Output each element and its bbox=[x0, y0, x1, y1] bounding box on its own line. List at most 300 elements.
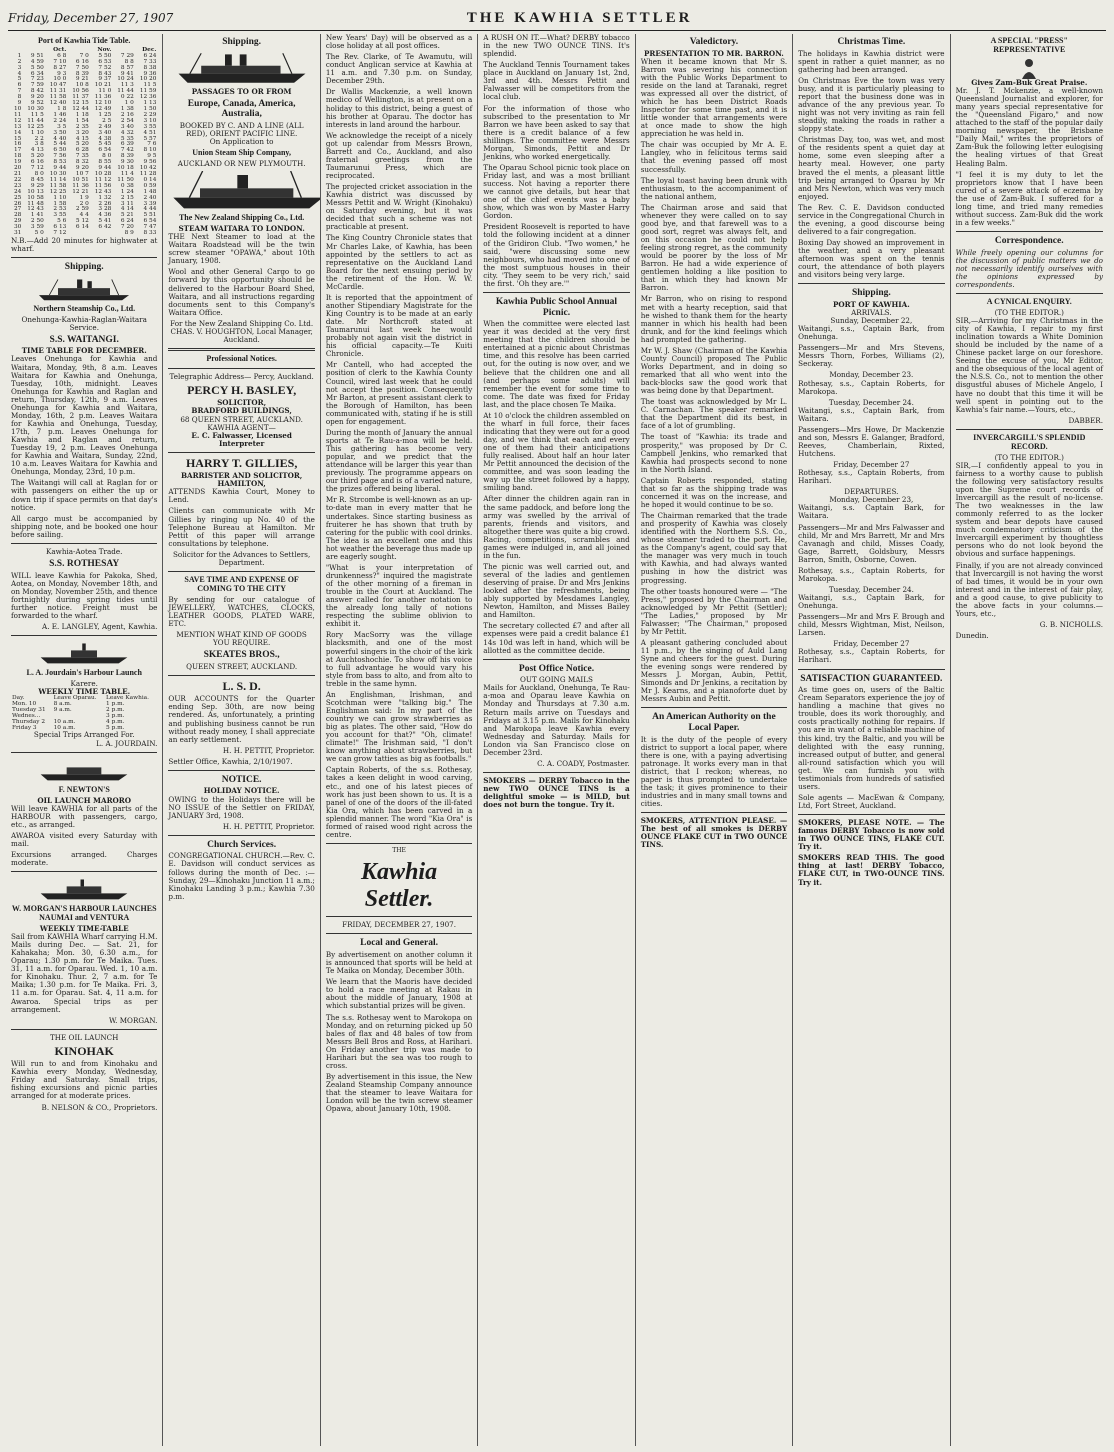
tide-cell: 2 35 bbox=[75, 123, 89, 130]
tide-cell: 21 bbox=[13, 170, 22, 177]
steamer-icon bbox=[168, 171, 320, 211]
col5-para-12: A pleasant gathering concluded about 11 p.m., by the singing of Auld Lang Syne and cheers for the guest. During the evening songs were rendered by Messrs J. Morgan, Aubin, Pettit, Simonds and Dr Jenkins, a recitation by Mr J. Kearns, and a pianoforte duet by Messrs Aubin and Pettit. bbox=[640, 637, 788, 704]
tide-cell: 5 20 bbox=[75, 141, 89, 148]
shipping-heading-6: Shipping. bbox=[851, 288, 891, 299]
departures-heading: DEPARTURES. bbox=[844, 487, 899, 497]
lsd-text: OUR ACCOUNTS for the Quarter ending Sep. 30th, are now being rendered. As, unfortunately, a printing and publishing business cannot be run without ready money, I shall appreciate an early settlement. bbox=[168, 694, 315, 744]
apply-text: On Application to bbox=[209, 137, 274, 147]
col5-para-3: The loyal toast having been drunk with enthusiasm, to the accompaniment of the national anthem, bbox=[640, 175, 788, 201]
morgan-launch-icon bbox=[32, 876, 136, 902]
arr-3: Waitangi, s.s., Captain Bark, from Waitara. bbox=[798, 405, 945, 423]
col6-para-6: As time goes on, users of the Baltic Cream Separators experience the joy of handling a machine that gives no trouble, does its work thoroughly, and costs practically nothing for repairs. If you are in want of a reliable machine of this kind, try the Baltic, and you will be delighted with the easy running, increased output of butter, and general all-round satisfaction which you will get. We can furnish you with testimonials from hundreds of satisfied users. bbox=[798, 685, 945, 791]
nss-name: Northern Steamship Co., Ltd. bbox=[33, 303, 136, 313]
col7-para-3: SIR,—Arriving for my Christmas in the city of Kawhia, I repair to my first inclination towards a White Dominion should be included by the name of a Chinese packet large on our foreshore. Seeing the excuse of you, Mr Editor, and the obsequious of the local agent of the N.S.S. Co., not to mention the other disgustful abuses of Michele Angelo, I have no doubt that this time it will be well spent in pointing out to the Kawhia's fair name.—Yours, etc., bbox=[955, 315, 1103, 414]
excursions-note: Excursions arranged. Charges moderate. bbox=[11, 849, 158, 867]
special-press-sub: Gives Zam-Buk Great Praise. bbox=[971, 77, 1088, 87]
professional-notices-heading: Professional Notices. bbox=[206, 353, 277, 363]
tide-cell: 3 50 bbox=[53, 129, 67, 136]
tide-cell: 2 2 bbox=[34, 135, 44, 142]
tide-cell: 5 45 bbox=[98, 141, 112, 148]
valedictory-heading: Valedictory. bbox=[689, 37, 739, 47]
special-press-heading: A SPECIAL "PRESS" REPRESENTATIVE bbox=[990, 36, 1068, 54]
nameplate-prefix: THE bbox=[392, 846, 406, 854]
col3-para-17: The s.s. Rothesay went to Marokopa on Monday, and on returning picked up 50 bales of flax and 48 bales of tow from Messrs Bell Bros and Ross, at Harihari. On Friday another trip was made to Harihari but the sea was too rough to cross. bbox=[325, 1012, 473, 1070]
settler-office: Settler Office, Kawhia, 2/10/1907. bbox=[168, 756, 293, 766]
tide-cell: 11 12 bbox=[94, 176, 112, 183]
tide-cell: 12 25 bbox=[49, 188, 67, 195]
tide-cell: 11 37 bbox=[72, 94, 89, 101]
tide-cell: 12 25 bbox=[27, 123, 44, 130]
gillies-telephone-note: Clients can communicate with Mr Gillies by ringing up No. 40 of the Telephone Bureau at Hamilton. Mr Pettit of this paper will arrange consultations by telephone. bbox=[168, 506, 315, 548]
liner-icon bbox=[174, 51, 310, 85]
tide-cell: 10 28 bbox=[94, 170, 112, 177]
tide-cell: 11 56 bbox=[94, 182, 112, 189]
tide-cell: 10 20 bbox=[139, 76, 157, 83]
tide-cell: 1 bbox=[17, 52, 22, 59]
tide-cell: 7 33 bbox=[143, 58, 157, 65]
tide-cell: 3 8 bbox=[34, 141, 44, 148]
tide-cell: 9 21 bbox=[75, 76, 89, 83]
tide-cell: 2 26 bbox=[98, 200, 112, 207]
col5-para-13: It is the duty of the people of every district to support a local paper, where there is one, with a paying advertising patronage. It works every man in that district, that I reckon; whereas, no paper is thus prompted to undertake the task; it gives prominence to their industries and in many small towns and cities. bbox=[640, 734, 788, 809]
col3-para-10: Mr R. Strcombe is well-known as an up-to-date man in every matter that he undertakes. Since starting business as fruiterer he has shown that truth by catering for the public with cool drinks. The idea is an excellent one and this hot weather the beverage thus made up are eagerly sought. bbox=[325, 495, 473, 561]
tide-cell: 5 50 bbox=[30, 64, 44, 71]
masthead bbox=[8, 6, 1106, 31]
col6-para-4: The Rev. C. E. Davidson conducted service in the Congregational Church in the evening, a good discourse being delivered to a fair congregation. bbox=[798, 202, 945, 236]
tide-cell: 11 5 bbox=[143, 82, 157, 89]
tide-cell: 11 59 bbox=[139, 88, 157, 95]
kawhia-agent-label: KAWHIA AGENT— bbox=[207, 422, 276, 432]
newton-name: F. NEWTON'S bbox=[58, 784, 110, 794]
karere-cell: 8 a.m. bbox=[53, 700, 72, 707]
gillies-town: HAMILTON, bbox=[217, 479, 266, 489]
tide-cell: 10 56 bbox=[72, 88, 89, 95]
cargo-note: All cargo must be accompanied by shipping note, and be booked one hour before sailing. bbox=[11, 513, 158, 539]
dep-1: Waitangi, s.s. Captain Bark, for Waitara. bbox=[798, 503, 945, 521]
arr-4: Rothesay, s.s., Captain Roberts, from Harihari. bbox=[798, 468, 945, 486]
karere-cell: Wednes... bbox=[12, 712, 41, 719]
tide-cell: 10 bbox=[13, 106, 22, 113]
tide-cell: 11 58 bbox=[49, 182, 67, 189]
column-5 bbox=[636, 34, 793, 1446]
union-company: Union Steam Ship Company, bbox=[192, 148, 291, 158]
tide-cell: 8 45 bbox=[30, 176, 44, 183]
lsd-heading: L. S. D. bbox=[222, 678, 261, 693]
tide-cell: 8 33 bbox=[143, 230, 157, 237]
tide-cell: 0 59 bbox=[143, 182, 157, 189]
tide-cell: 5 20 bbox=[30, 153, 44, 160]
tide-cell: 31 bbox=[13, 230, 22, 237]
cynical-sign: DABBER. bbox=[1068, 415, 1103, 425]
karere-cell: 4 p.m. bbox=[106, 718, 125, 725]
karere-cell: 3 p.m. bbox=[106, 712, 125, 719]
tide-cell: 6 bbox=[17, 82, 22, 89]
tide-cell: 12 10 bbox=[94, 100, 112, 107]
tide-cell: 2 53 bbox=[53, 206, 67, 213]
tide-cell: 6 50 bbox=[53, 147, 67, 154]
tide-cell: 4 15 bbox=[75, 135, 89, 142]
tide-cell: 8 53 bbox=[53, 159, 67, 166]
karere-cell: Leave Kawhia. bbox=[106, 695, 149, 702]
karere-owner: L. A. JOURDAIN. bbox=[96, 738, 158, 748]
tide-cell: 11 bbox=[13, 111, 22, 118]
rothesay-name: S.S. ROTHESAY bbox=[49, 558, 120, 569]
jourdain-launch: L. A. Jourdain's Harbour Launch bbox=[26, 667, 142, 677]
tide-cell: 8 0 bbox=[34, 170, 44, 177]
tide-cell: 10 30 bbox=[49, 170, 67, 177]
tide-cell: 11 4 bbox=[120, 170, 134, 177]
tide-cell: 19 bbox=[13, 159, 22, 166]
tide-cell: 12 36 bbox=[139, 94, 157, 101]
karere-cell: Mon. 10 bbox=[12, 700, 37, 707]
tide-cell: 9 44 bbox=[53, 165, 67, 172]
col4-para-6: At 10 o'clock the children assembled on the wharf in full force, their faces indicating that they were out for a good day, and we think that each and every one of them had their anticipations fully realised. About half an hour later Mr Pettit announced the decision of the committee, and was soon leading the way up the street followed by a happy, smiling band. bbox=[483, 410, 630, 493]
for-nzs: For the New Zealand Shipping Co. Ltd. bbox=[170, 318, 314, 328]
rothesay-heading: Kawhia-Aotea Trade. bbox=[46, 546, 123, 556]
tide-cell: 10 13 bbox=[27, 188, 44, 195]
tide-month-nov: Nov. bbox=[97, 46, 112, 53]
tide-cell: 6 34 bbox=[30, 70, 44, 77]
tide-cell: 2 49 bbox=[98, 123, 112, 130]
tide-cell: 7 29 bbox=[120, 52, 134, 59]
tide-cell: 1 24 bbox=[120, 188, 134, 195]
tide-cell: 7 47 bbox=[143, 224, 157, 231]
tide-cell: 2 50 bbox=[30, 218, 44, 225]
post-office-sub: OUT GOING MAILS bbox=[520, 675, 593, 685]
masthead-date: Friday, December 27, 1907 bbox=[8, 11, 174, 25]
gillies-title: BARRISTER AND SOLICITOR, bbox=[180, 471, 303, 481]
tide-cell: 17 bbox=[13, 147, 22, 154]
col4-para-4: President Roosevelt is reported to have told the following incident at a dinner of the Gridiron Club. "Two women," he said, "were discussing some new neighbours, who had moved into one of the most sumptuous houses in their city. 'They seem to be very rich,' said the first. 'Oh they are.'" bbox=[483, 222, 630, 288]
skeates-mention: MENTION WHAT KIND OF GOODS YOU REQUIRE. bbox=[176, 630, 307, 648]
satisfaction-heading: SATISFACTION GUARANTEED. bbox=[800, 673, 943, 684]
karere-cell: Friday 3 bbox=[12, 724, 37, 731]
col6-para-3: Christmas Day, too, was wet, and most of the residents spent a quiet day at home, some even sleeping after a hearty meal. However, one party braved the el ments, a pleasant little trip being arranged to Oparau by Mr and Mrs Newton, which was very much enjoyed. bbox=[798, 135, 945, 201]
tide-cell: 1 46 bbox=[53, 111, 67, 118]
correspondence-heading: Correspondence. bbox=[994, 236, 1064, 247]
tide-cell: 1 13 bbox=[143, 100, 157, 107]
waitangi-name: S.S. WAITANGI. bbox=[49, 334, 119, 345]
karere-cell: 10 a.m. bbox=[53, 718, 76, 725]
tide-cell: 3 40 bbox=[98, 129, 112, 136]
tide-cell: 10 0 bbox=[53, 76, 67, 83]
tide-cell: 6 24 bbox=[120, 218, 134, 225]
tide-cell: 9 41 bbox=[120, 70, 134, 77]
cynical-heading: A CYNICAL ENQUIRY. bbox=[986, 296, 1072, 306]
queen-street-address: 68 QUEEN STREET, AUCKLAND. bbox=[180, 414, 303, 424]
post-office-heading: Post Office Notice. bbox=[518, 663, 595, 674]
tide-cell: 4 4 bbox=[79, 212, 89, 219]
tide-cell: 8 38 bbox=[143, 64, 157, 71]
tide-cell: 4 bbox=[17, 70, 22, 77]
tide-cell: 12 43 bbox=[94, 188, 112, 195]
karere-cell: 9 a.m. bbox=[53, 706, 72, 713]
tide-cell: 5 41 bbox=[98, 218, 112, 225]
col3-para-8: Mr Cantell, who had accepted the position of clerk to the Kawhia County Council, wired last week that he could not accept the position. Consequently Mr Barton, at present assistant clerk to the Borough of Hamilton, has been communicated with, stating if he is still open for engagement. bbox=[325, 360, 473, 426]
church-services-heading: Church Services. bbox=[207, 839, 277, 850]
gillies-name: HARRY T. GILLIES, bbox=[185, 455, 298, 470]
tide-cell: 0 14 bbox=[143, 176, 157, 183]
rothesay-agent: A. E. LANGLEY, Agent, Kawhia. bbox=[42, 621, 158, 631]
column-1 bbox=[6, 34, 163, 1446]
tide-cell: 5 21 bbox=[120, 212, 134, 219]
tide-cell: 1 41 bbox=[30, 212, 44, 219]
tide-cell: 15 bbox=[13, 135, 22, 142]
tide-cell: 12 49 bbox=[94, 106, 112, 113]
col3-para-16: We learn that the Maoris have decided to hold a race meeting at Rakau in about the middle of January, 1908 at which substantial prizes will be given. bbox=[325, 977, 473, 1011]
tide-cell: 4 44 bbox=[143, 206, 157, 213]
tide-cell: 3 40 bbox=[120, 123, 134, 130]
arr-date-mon: Monday, December 23. bbox=[829, 370, 914, 380]
col3-para-14: Captain Roberts, of the s.s. Rothesay, takes a keen delight in wood carving, etc., and one of his latest pieces of work has just been shown to us. It is a panel of one of the doors of the ill-fated Kia Ora, which has been carved in a splendid manner. The word "Kia Ora" is formed of raised wood right across the centre. bbox=[325, 765, 473, 839]
kinohak-text: Will run to and from Kinohaku and Kawhia every Monday, Wednesday, Friday and Saturday. Small trips, fishing excursions and picnic parties arranged for at moderate prices. bbox=[11, 1059, 158, 1101]
tide-cell: 10 30 bbox=[27, 106, 44, 113]
post-office-sign: C. A. COADY, Postmaster. bbox=[537, 758, 630, 768]
tide-cell: 3 39 bbox=[143, 200, 157, 207]
tide-cell: 4 13 bbox=[30, 147, 44, 154]
tide-cell: 3 5 bbox=[57, 123, 67, 130]
tide-cell: 11 3 bbox=[120, 82, 134, 89]
columns bbox=[6, 34, 1108, 1446]
telegraphic-address: Telegraphic Address— Percy, Auckland. bbox=[169, 371, 314, 381]
local-general-heading: Local and General. bbox=[360, 938, 438, 949]
tide-cell: 7 35 bbox=[75, 153, 89, 160]
tide-cell: 7 6 bbox=[147, 141, 157, 148]
column-3 bbox=[321, 34, 478, 1446]
tide-month-dec: Dec. bbox=[142, 46, 157, 53]
tide-cell: 12 40 bbox=[49, 100, 67, 107]
tide-cell: 5 12 bbox=[75, 218, 89, 225]
tide-cell: 3 59 bbox=[30, 224, 44, 231]
presentation-subheading: PRESENTATION TO MR. BARRON. bbox=[644, 48, 784, 58]
tide-cell: 1 9 bbox=[79, 194, 89, 201]
derby-ad-col6: SMOKERS, PLEASE NOTE. — The famous DERBY Tobacco is now sold in TWO OUNCE TINS, FLAKE CUT. Try it. bbox=[798, 818, 945, 852]
tide-cell: 8 0 bbox=[102, 153, 112, 160]
col3-para-18: By advertisement in this issue, the New Zealand Steamship Company announce that the steamer to leave Waitara for London will be the twin screw steamer Opawa, about January 10th, 1908. bbox=[325, 1071, 473, 1114]
arr-3-passengers: Passengers—Mrs Howe, Dr Mackenzie and son, Messrs E. Galanger, Bradford, Reeves, Chamberlain, Rixted, Hutchens. bbox=[798, 424, 945, 458]
tide-cell: 2 bbox=[17, 58, 22, 65]
col5-para-2: The chair was occupied by Mr A. E. Langley, who in felicitous terms said that the evening passed off most successfully. bbox=[640, 140, 788, 174]
tide-cell: 2 5 bbox=[102, 117, 112, 124]
tide-cell: 4 59 bbox=[30, 58, 44, 65]
basley-title: SOLICITOR, bbox=[217, 398, 267, 408]
tide-cell: 5 6 bbox=[57, 218, 67, 225]
tide-cell: 5 35 bbox=[120, 135, 134, 142]
holiday-notice-text: OWING to the Holidays there will be NO ISSUE of the Settler on FRIDAY, JANUARY 3rd, 1908. bbox=[168, 794, 315, 820]
tide-cell: 1 8 bbox=[57, 106, 67, 113]
tide-cell: 8 10 bbox=[143, 147, 157, 154]
tide-cell: 1 50 bbox=[143, 106, 157, 113]
tide-cell: 2 0 bbox=[79, 200, 89, 207]
tide-cell: 6 39 bbox=[120, 141, 134, 148]
tide-cell: 2 15 bbox=[120, 194, 134, 201]
col6-para-1: The holidays in Kawhia district were spent in rather a quiet manner, as no gathering had been arranged. bbox=[798, 48, 945, 74]
derby-ad-bottom: SMOKERS — DERBY Tobacco in the new TWO OUNCE TINS is a delightful smoke — is MILD, but does not burn the tongue. Try it. bbox=[483, 775, 630, 810]
karere-timetable-title: WEEKLY TIME TABLE. bbox=[38, 686, 131, 696]
karere-cell: Leave Oparau. bbox=[53, 695, 97, 702]
karere-timetable bbox=[11, 696, 157, 731]
tide-cell: 3 11 bbox=[120, 200, 134, 207]
dep-date-fri: Friday, December 27 bbox=[833, 639, 910, 649]
tide-cell: 26 bbox=[13, 200, 22, 207]
tide-cell: 2 24 bbox=[53, 117, 67, 124]
tide-cell: 9 51 bbox=[30, 52, 44, 59]
awaroa-note: AWAROA visited every Saturday with mail. bbox=[11, 830, 158, 848]
tide-cell: 9 20 bbox=[30, 94, 44, 101]
holiday-notice-heading: HOLIDAY NOTICE. bbox=[203, 786, 280, 796]
wool-cargo-notice: Wool and other General Cargo to go forward by this opportunity should be delivered to the Harbour Board Shed, Waitara, and all instructions regarding documents sent to this Company's Waitara Office. bbox=[168, 267, 315, 317]
col5-para-6: Mr W. J. Shaw (Chairman of the Kawhia County Council) proposed The Public Works Department, and in doing so remarked that all who went into the back-blocks saw the good work that was being done by that Department. bbox=[640, 345, 788, 396]
tide-cell: 0 22 bbox=[120, 94, 134, 101]
falwasser-interpreter: E. C. Falwasser, Licensed Interpreter bbox=[191, 430, 292, 448]
tide-note: N.B.—Add 20 minutes for highwater at wharf. bbox=[11, 235, 158, 254]
tide-cell: 4 32 bbox=[120, 129, 134, 136]
tide-cell: 6 8 bbox=[57, 52, 67, 59]
tide-cell: 7 10 bbox=[53, 58, 67, 65]
houghton-manager: CHAS. V. HOUGHTON, Local Manager, Auckland. bbox=[170, 326, 313, 344]
tide-cell: 4 36 bbox=[98, 212, 112, 219]
derby-ad-col6-2: SMOKERS READ THIS. The good thing at last! DERBY Tobacco, FLAKE CUT, in TWO-OUNCE TINS. Try it. bbox=[798, 853, 945, 887]
tide-cell: 8 42 bbox=[30, 88, 44, 95]
karere-cell: Day. bbox=[12, 695, 25, 702]
nss-route: Onehunga-Kawhia-Raglan-Waitara Service. bbox=[21, 314, 147, 332]
tide-cell: 8 27 bbox=[53, 64, 67, 71]
maroro-text: Will leave KAWHIA for all parts of the HARBOUR with passengers, cargo, etc., as arranged. bbox=[11, 803, 158, 829]
tide-cell: 10 58 bbox=[27, 194, 44, 201]
tide-cell: 3 55 bbox=[53, 212, 67, 219]
col7-para-2: "I feel it is my duty to let the proprietors know that I have been cured of a severe attack of eczema by the use of Zam-Buk. I suffered for a long time, and tried many remedies without success. Zam-Buk did the work in a few weeks." bbox=[955, 169, 1103, 227]
morgan-timetable-title: WEEKLY TIME-TABLE bbox=[39, 923, 129, 933]
tide-cell: 6 16 bbox=[30, 159, 44, 166]
tide-cell: 12 43 bbox=[27, 206, 44, 213]
karere-special: Special Trips Arranged For. bbox=[33, 730, 135, 740]
tide-cell: 6 24 bbox=[143, 52, 157, 59]
tide-cell: 2 40 bbox=[143, 194, 157, 201]
tide-cell: 10 24 bbox=[117, 76, 134, 83]
col4-para-3: The Oparau School picnic took place on Friday last, and was a most brilliant success. Not having a reporter there we cannot give details, but hear that one of the chief events was a baby show, which was won by Master Harry Gordon. bbox=[483, 162, 630, 221]
tide-cell: 11 14 bbox=[49, 176, 67, 183]
tide-cell: 1 10 bbox=[30, 129, 44, 136]
tide-cell: 4 38 bbox=[98, 135, 112, 142]
post-office-text: Mails for Auckland, Onehunga, Te Rau-a-moa and Oparau leave Kawhia on Monday and Thursdays at 7.30 a.m. Return mails arrive on Tuesdays and Fridays at 3.15 p.m. Mails for Kinohaku and Marokopa leave Kawhia every Wednesday and Saturday. Mails for London via San Francisco close on December 23rd. bbox=[483, 683, 630, 757]
tide-cell: 28 bbox=[13, 212, 22, 219]
col4-para-7: After dinner the children again ran in the same paddock, and before long the army was swelled by the arrival of parents, friends and visitors, and altogether there was quite a big crowd. Racing, competitions, scrambles and games were indulged in, and all joined in the fun. bbox=[483, 494, 630, 560]
derby-ad-col5: SMOKERS, ATTENTION PLEASE. — The best of all smokes is DERBY OUNCE FLAKE CUT in TWO OUNCE TINS. bbox=[640, 816, 788, 850]
tide-cell: 14 bbox=[13, 129, 22, 136]
kinohak-heading: THE OIL LAUNCH bbox=[49, 1032, 119, 1042]
col6-para-2: On Christmas Eve the town was very busy, and it is particularly pleasing to report that the business done was in advance of the any previous year. To night was not very inviting as rain fell steadily, making the roads in rather a sloppy state. bbox=[798, 75, 945, 134]
tide-cell: 30 bbox=[13, 224, 22, 231]
morgan-sign: W. MORGAN. bbox=[109, 1015, 158, 1025]
shipping-heading-1: Shipping. bbox=[64, 262, 104, 273]
kinohak-sign: B. NELSON & CO., Proprietors. bbox=[41, 1102, 158, 1112]
tide-cell: 11 58 bbox=[49, 94, 67, 101]
rothesay-text: WILL leave Kawhia for Pakoka, Shed, Aotea, on Monday, November 18th, and on Monday, November 25th, and thence fortnightly during spring tides until further notice. Freight must be forwarded to the wharf. bbox=[11, 570, 158, 620]
nzs-company: The New Zealand Shipping Co., Ltd. bbox=[178, 213, 305, 223]
tide-cell: 22 bbox=[13, 176, 22, 183]
col3-para-15: By advertisement on another column it is announced that sports will be held at Te Maika on Monday, December 30th. bbox=[325, 950, 473, 976]
col5-para-1: When it became known that Mr S. Barron was severing his connection with the Public Works Department to reside on the land at Taranaki, regret was expressed all over the district, of which he has been District Roads Inspector for some time past, and it is little wonder that arrangements were at once made to show the high appreciation he was held in. bbox=[640, 56, 788, 139]
tide-cell: 7 59 bbox=[30, 82, 44, 89]
tide-cell: 5 57 bbox=[143, 135, 157, 142]
tide-cell: 7 52 bbox=[98, 64, 112, 71]
col3-para-13: An Englishman, Irishman, and Scotchman were "talking big." The Englishman said: In my part of the country we can grow strawberries as big as plates. The other said, "How do you account for that?" "Oh, climate! climate!" The Irishman said, "I don't know anything about strawberries, but we can grow tatties as big as footballs." bbox=[325, 689, 473, 764]
tide-cell: 25 bbox=[13, 194, 22, 201]
tide-cell: 7 56 bbox=[53, 153, 67, 160]
dep-3: Waitangi, s.s., Captain Bark, for Onehunga. bbox=[798, 593, 945, 611]
col4-para-1: The Auckland Tennis Tournament takes place in Auckland on January 1st, 2nd, 3rd and 4th. Messrs Pettit and Falwasser will be competitors from the local club. bbox=[483, 60, 630, 102]
booked-lines: BOOKED BY C. AND A LINE (ALL RED), ORIENT PACIFIC LINE. bbox=[179, 120, 304, 138]
tide-cell: 11 48 bbox=[27, 200, 44, 207]
col5-para-11: The other toasts honoured were — "The Press," proposed by the Chairman and acknowledged by Mr Pettit (Settler); "The Ladies," proposed by Mr Falwasser; "The Chairman," proposed by Mr Pettit. bbox=[640, 586, 788, 636]
tide-cell: 6 16 bbox=[75, 58, 89, 65]
arr-1-passengers: Passengers—Mr and Mrs Stevens, Messrs Thorn, Forbes, Williams (2), Seckeray. bbox=[798, 343, 945, 369]
tide-cell: 12 15 bbox=[72, 100, 89, 107]
tide-cell: 1 32 bbox=[98, 194, 112, 201]
opawa-notice: THE Next Steamer to load at the Waitara Roadstead will be the twin screw steamer "OPAWA," about 10th January, 1908. bbox=[168, 232, 315, 266]
tide-cell: 5 bbox=[17, 76, 22, 83]
col5-para-9: Captain Roberts responded, stating that so far as the shipping trade was concerned it was on the increase, and he hoped it would continue to be so. bbox=[640, 475, 788, 509]
tide-cell: 7 0 bbox=[79, 52, 89, 59]
col4-para-8: The picnic was well carried out, and several of the ladies and gentlemen deserving of praise. Dr and Mrs Jenkins looked after the refreshments, being ably supported by Mesdames Langley, Newton, Hamilton, and Misses Bailey and Hamilton. bbox=[483, 561, 630, 620]
col3-para-9: During the month of January the annual sports at Te Rau-a-moa will be held. This gathering has become very popular, and we predict that the attendance will be larger this year than previously. The programme appears on our third page and is of a varied nature, the prizes offered being liberal. bbox=[325, 427, 473, 494]
passages-heading: PASSAGES TO OR FROM bbox=[191, 86, 292, 96]
tide-cell: 7 23 bbox=[30, 76, 44, 83]
tide-cell: 10 21 bbox=[94, 82, 112, 89]
tide-cell: 6 13 bbox=[53, 224, 67, 231]
tide-cell: 11 36 bbox=[72, 182, 89, 189]
tide-table bbox=[11, 48, 157, 237]
tide-cell: 10 18 bbox=[117, 165, 134, 172]
arr-2: Rothesay, s.s., Captain Roberts, for Marokopa. bbox=[798, 378, 945, 396]
issue-dateline: FRIDAY, DECEMBER 27, 1907. bbox=[342, 920, 457, 930]
col7-para-1: Mr. J. T. Mckenzie, a well-known Queensland Journalist and explorer, for many years special representative for the "Queensland Figaro," and now attached to the staff of the popular daily morning newspaper, the Brisbane "Daily Mail," writes the proprietors of Zam-Buk the following letter eulogising the healing virtues of that Great Healing Balm. bbox=[955, 85, 1103, 168]
tide-cell: 2 54 bbox=[120, 117, 134, 124]
steamship-icon bbox=[32, 276, 136, 302]
tide-cell: 2 59 bbox=[75, 206, 89, 213]
karere-cell: Thursday 2 bbox=[12, 718, 46, 725]
tide-cell: 9 37 bbox=[98, 76, 112, 83]
tide-cell: 2 29 bbox=[143, 111, 157, 118]
tide-cell: 8 8 bbox=[124, 58, 134, 65]
tide-cell: 5 0 bbox=[34, 230, 44, 237]
dep-2: Rothesay, s.s., Captain Roberts, for Marokopa. bbox=[798, 565, 945, 583]
invercargill-sign: G. B. NICHOLLS. bbox=[1039, 619, 1103, 629]
waitangi-timetable: Leaves Onehunga for Kawhia and Waitara, Monday, 9th, 8 a.m. Leaves Waitara for Kawhia and Onehunga, Tuesday, 10th, midnight. Leaves Onehunga for Kawhia and Raglan and return, Thursday, 12th, 9 a.m. Leaves Onehunga for Kawhia and Waitara, Monday, 16th, 2 p.m. Leaves Waitara for Kawhia and Onehunga, Tuesday, 17th, 7 p.m. Leaves Onehunga for Kawhia and Raglan and return, Tuesday 19, 2 p.m. Leaves Onehunga for Kawhia and Waitara, Sunday, 22nd, 10 a.m. Leaves Waitara for Kawhia and Onehunga, Monday, 23rd, 10 p.m. bbox=[11, 354, 158, 477]
invercargill-heading: INVERCARGILL'S SPLENDID RECORD. bbox=[973, 432, 1086, 451]
tide-cell: 11 44 bbox=[27, 117, 44, 124]
lsd-sign: H. H. PETTIT, Proprietor. bbox=[222, 745, 315, 755]
maroro-name: OIL LAUNCH MARORO bbox=[37, 795, 132, 805]
tide-cell: 10 42 bbox=[139, 165, 157, 172]
tide-cell: 3 28 bbox=[98, 206, 112, 213]
col3-para-1: New Years' Day) will be observed as a close holiday at all post offices. bbox=[325, 34, 473, 51]
church-services-text: CONGREGATIONAL CHURCH.—Rev. C. E. Davidson will conduct services as follows during the month of Dec. :— Sunday, 29—Kinohaku Junction 11 a.m.; Kinohaku Landing 3 p.m.; Kawhia 7.30 p.m. bbox=[168, 851, 315, 901]
tide-cell: 9 36 bbox=[143, 70, 157, 77]
tide-cell: 6 53 bbox=[98, 58, 112, 65]
oil-launch-icon bbox=[32, 757, 136, 783]
tide-cell: 9 56 bbox=[143, 159, 157, 166]
karere-cell: Tuesday 31 bbox=[12, 706, 46, 713]
arr-date-fri: Friday, December 27 bbox=[833, 460, 910, 470]
col4-para-9: The secretary collected £7 and after all expenses were paid a credit balance £1 14s 10d was left in hand, which will be allotted as the committee decide. bbox=[483, 621, 630, 655]
tide-cell: 10 47 bbox=[49, 82, 67, 89]
tide-cell: 1 54 bbox=[75, 117, 89, 124]
col4-para-2: For the information of those who subscribed to the presentation to Mr Barron we have been asked to say that there is a credit balance of a few shillings. The committee were Messrs Morgan, Simonds, Pettit and Dr Jenkins, who worked energetically. bbox=[483, 103, 630, 161]
dep-date-mon: Monday, December 23, bbox=[829, 495, 914, 505]
tide-cell: 6 54 bbox=[98, 147, 112, 154]
tide-cell: 1 48 bbox=[143, 188, 157, 195]
